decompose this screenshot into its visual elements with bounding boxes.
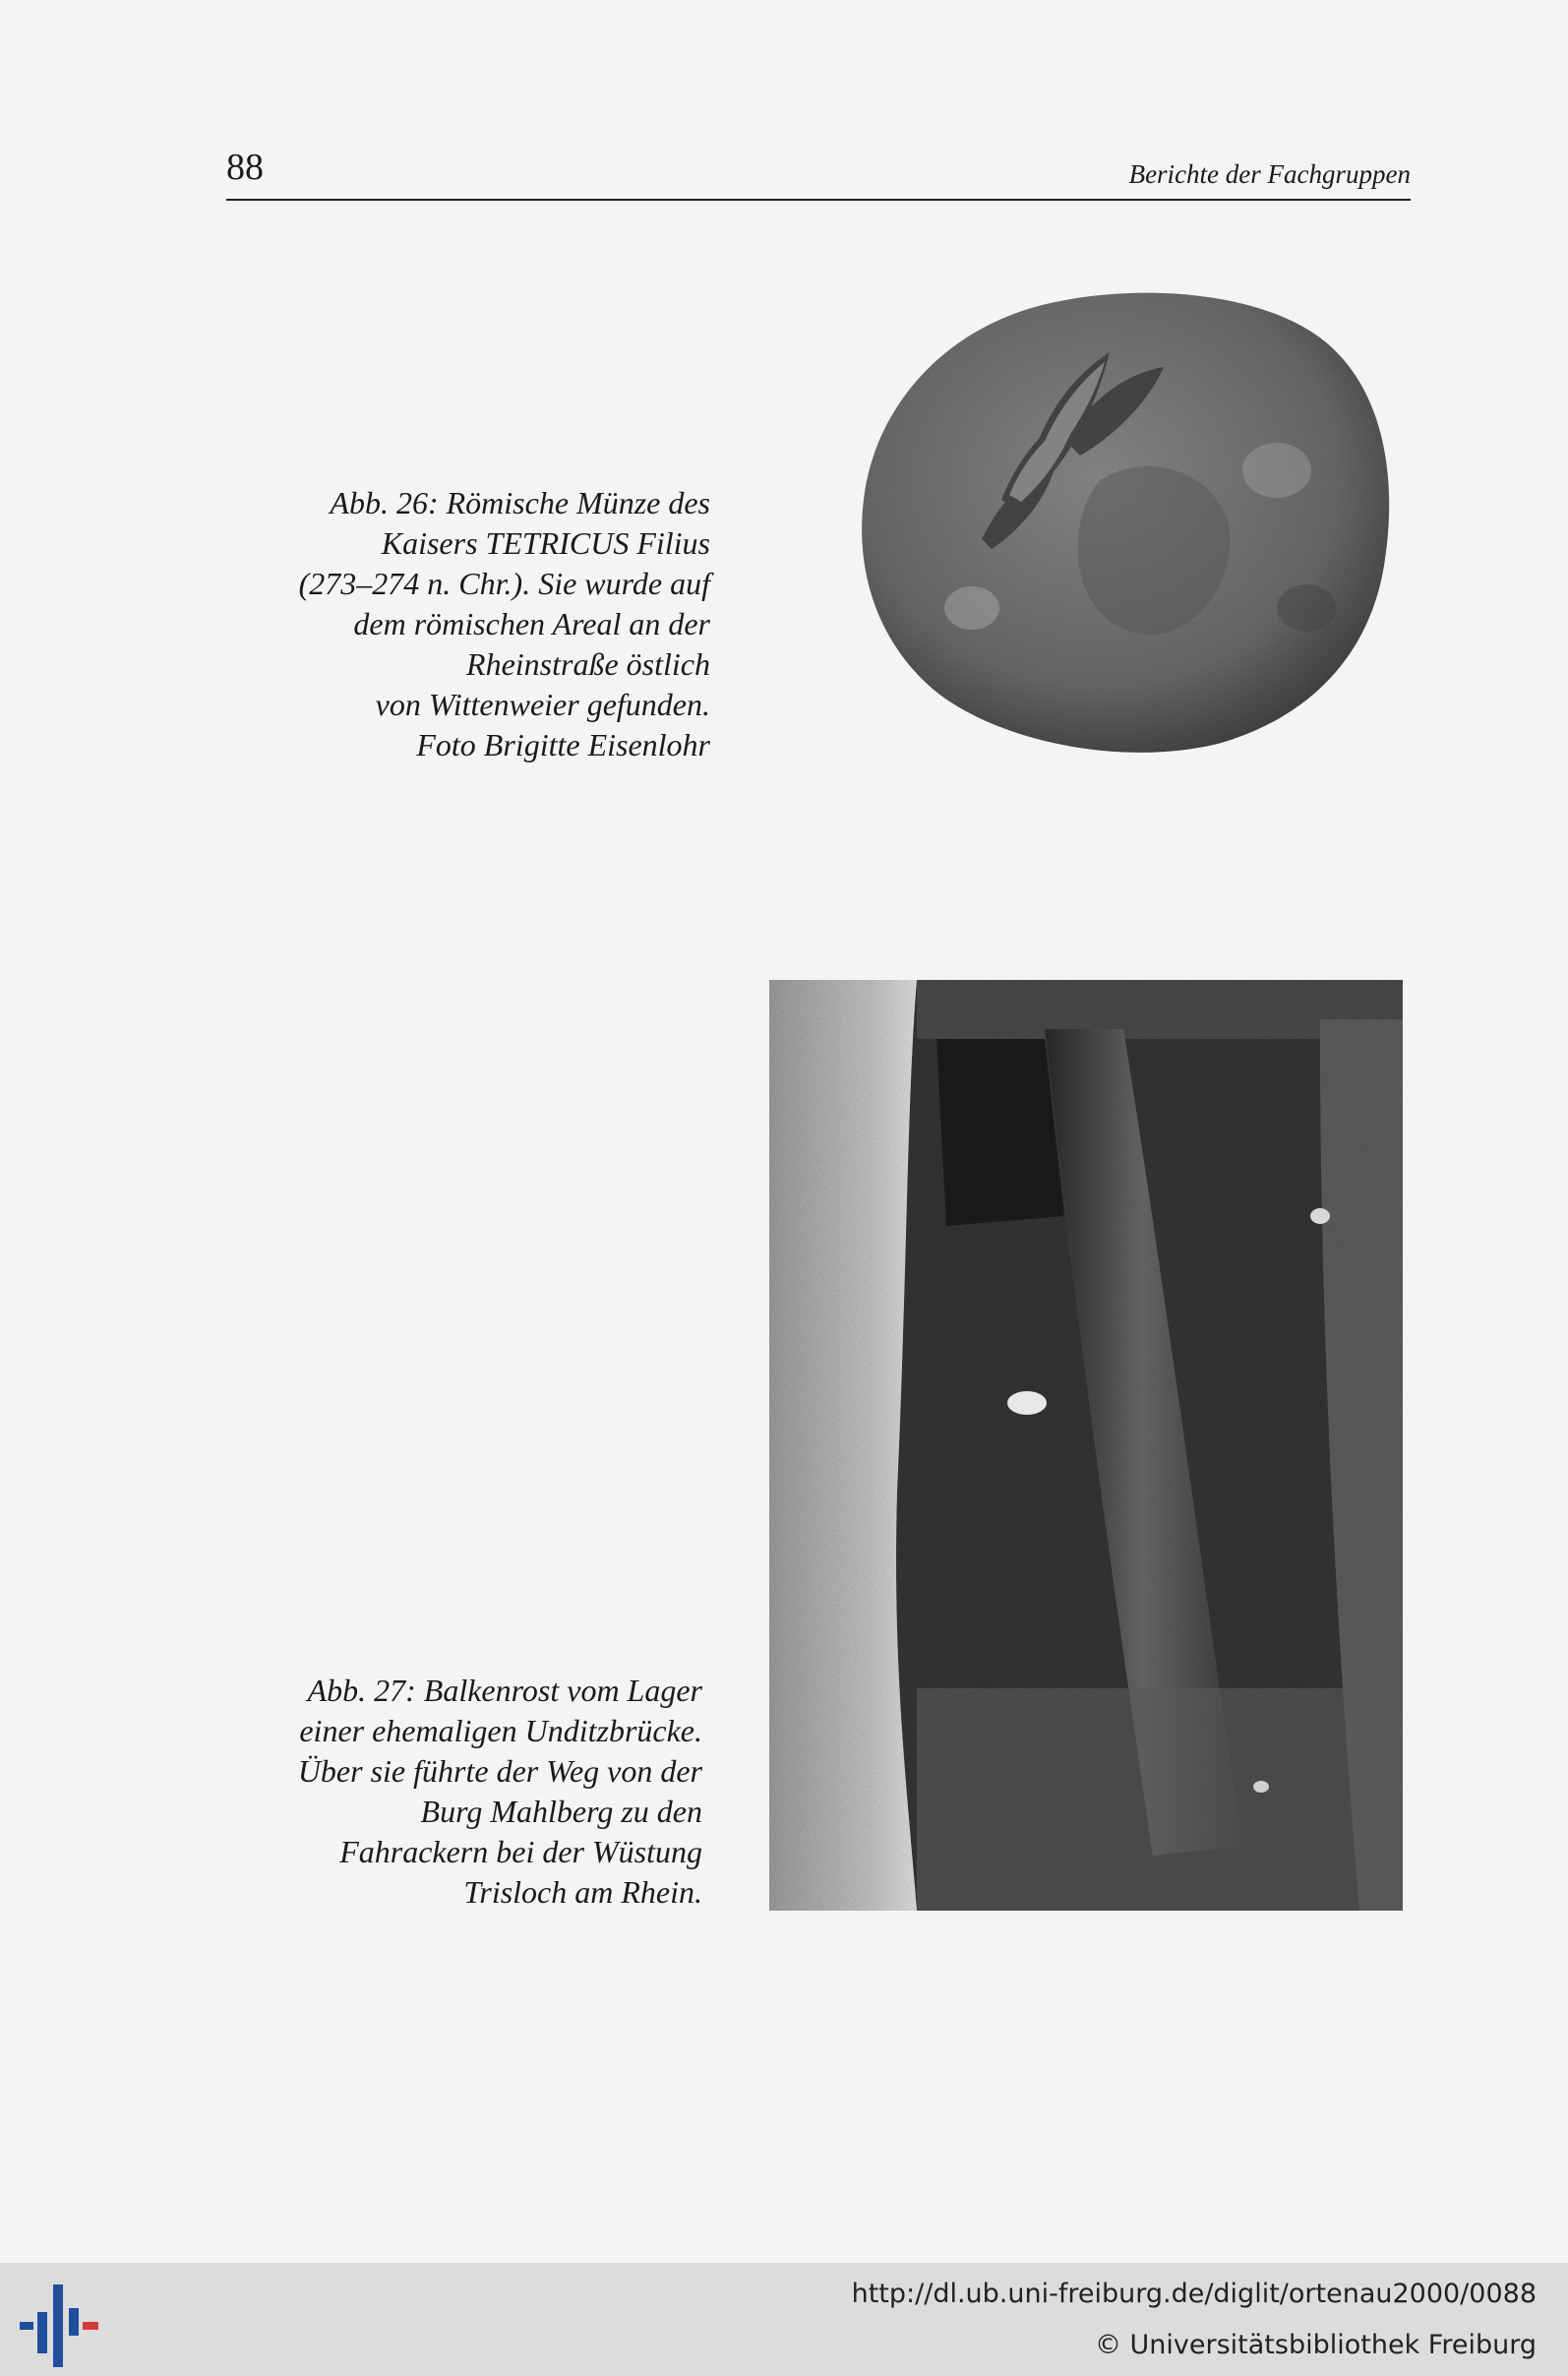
caption-line: dem römischen Areal an der bbox=[353, 606, 710, 641]
caption-line: Foto Brigitte Eisenlohr bbox=[416, 727, 710, 762]
caption-line: Abb. 27: Balkenrost vom Lager bbox=[307, 1673, 702, 1708]
caption-line: (273–274 n. Chr.). Sie wurde auf bbox=[298, 566, 710, 601]
source-url-link[interactable]: http://dl.ub.uni-freiburg.de/diglit/ortenau2000/0088 bbox=[851, 2279, 1537, 2309]
running-head: Berichte der Fachgruppen bbox=[1128, 159, 1411, 189]
caption-line: Rheinstraße östlich bbox=[466, 646, 710, 682]
library-logo-icon bbox=[20, 2279, 98, 2367]
caption-line: Fahrackern bei der Wüstung bbox=[339, 1834, 702, 1869]
caption-line: Abb. 26: Römische Münze des bbox=[330, 485, 710, 520]
coin-photo bbox=[854, 283, 1393, 754]
excavation-photo bbox=[769, 980, 1403, 1911]
caption-line: von Wittenweier gefunden. bbox=[375, 687, 710, 722]
caption-line: Trisloch am Rhein. bbox=[463, 1874, 702, 1910]
figure-27-caption bbox=[197, 1671, 702, 1913]
caption-line: Burg Mahlberg zu den bbox=[420, 1794, 702, 1829]
figure-26-caption bbox=[197, 483, 710, 765]
caption-line: Über sie führte der Weg von der bbox=[297, 1753, 702, 1789]
header-rule bbox=[226, 199, 1411, 201]
caption-line: einer ehemaligen Unditzbrücke. bbox=[299, 1713, 702, 1748]
page-number: 88 bbox=[226, 147, 264, 188]
caption-line: Kaisers TETRICUS Filius bbox=[381, 525, 710, 561]
copyright-text: © Universitätsbibliothek Freiburg bbox=[1094, 2330, 1537, 2360]
library-footer bbox=[0, 2263, 1568, 2376]
